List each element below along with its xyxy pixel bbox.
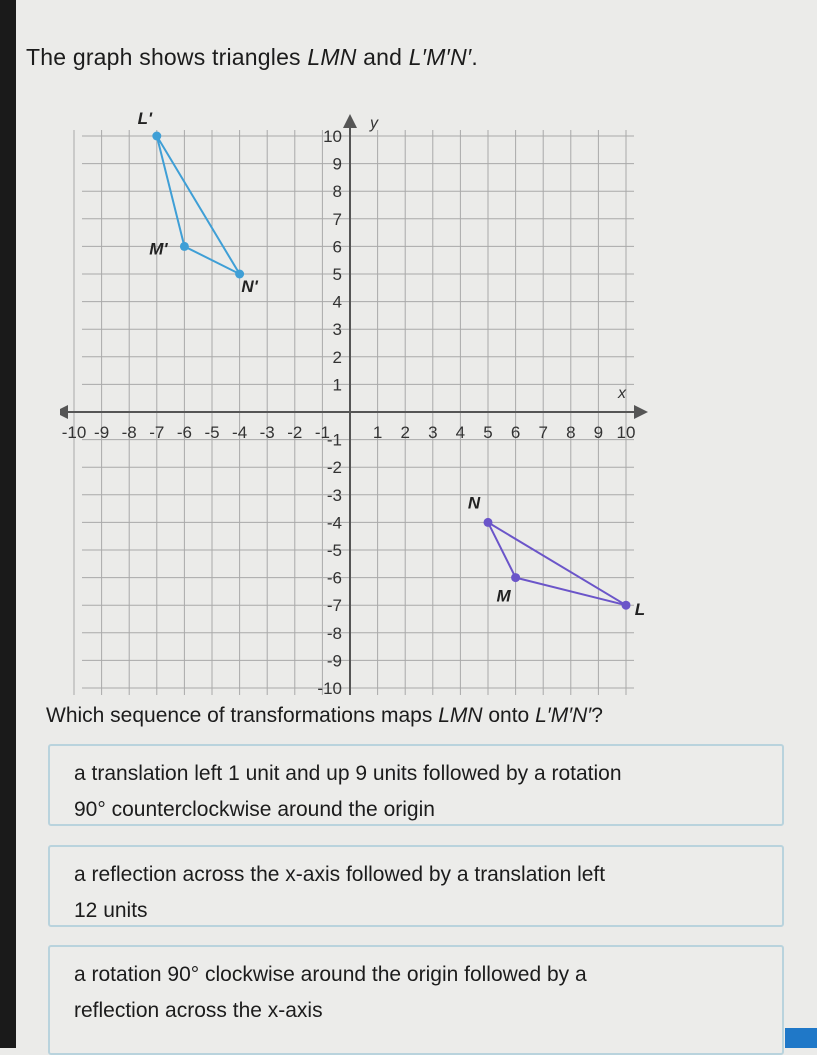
y-tick-label: -5 [326,541,342,560]
x-tick-label: -7 [149,423,165,442]
y-tick-label: -6 [326,568,342,588]
vertex-point [622,601,631,610]
y-tick-label: -8 [326,623,342,643]
y-tick-label: -2 [326,458,342,478]
x-tick-label: -4 [232,423,248,442]
y-tick-label: 10 [323,127,342,146]
answer-option-3[interactable] [48,945,784,1055]
option-line: 90° counterclockwise around the origin [74,798,435,821]
x-tick-label: -5 [204,423,220,442]
y-tick-label: 7 [332,209,342,229]
x-tick-label: -6 [176,423,192,442]
x-tick-label: 7 [538,423,548,442]
x-tick-label: -3 [259,423,275,442]
y-tick-label: -9 [326,651,342,671]
x-axis-arrow-left [60,405,68,419]
x-axis-label: x [618,385,626,402]
x-tick-label: -2 [287,423,303,442]
prompt-text: Which sequence of transformations maps LMN onto L′M′N′? [46,704,603,727]
y-tick-label: 2 [332,347,342,367]
screen-bezel [0,0,16,1048]
x-tick-label: -8 [121,423,137,442]
vertex-label: M' [149,239,168,259]
vertex-point [180,242,189,251]
option-line: a rotation 90° clockwise around the origin followed by a [74,963,587,986]
y-tick-label: 9 [332,154,342,174]
x-tick-label: -10 [61,423,87,442]
answer-option-2[interactable] [48,845,784,927]
coordinate-graph [60,90,680,695]
option-line: a reflection across the x-axis followed by a translation left [74,863,606,886]
x-axis-arrow-right [634,405,648,419]
question-text: The graph shows triangles LMN and L′M′N′. [26,44,478,70]
y-tick-label: 1 [332,375,342,395]
x-tick-label: 4 [455,423,466,442]
vertex-point [152,132,161,141]
y-tick-label: 4 [332,292,342,312]
answer-option-1[interactable] [48,744,784,826]
vertex-label: N [467,493,481,513]
vertex-point [511,573,520,582]
x-tick-label: 9 [593,423,604,442]
option-line: 12 units [74,899,148,922]
y-axis-label: y [370,115,378,132]
y-tick-label: 8 [332,182,342,202]
x-tick-label: 2 [400,423,410,442]
vertex-label: N' [241,277,258,296]
vertex-label: M [496,586,511,606]
x-tick-label: 5 [483,423,493,442]
x-tick-label: 8 [566,423,576,442]
y-tick-label: -3 [326,485,342,505]
x-tick-label: -1 [314,423,330,442]
x-tick-label: -9 [94,423,110,442]
x-tick-label: 1 [372,423,383,442]
y-tick-label: -4 [326,513,342,533]
option-line: reflection across the x-axis [74,999,323,1022]
scroll-tab[interactable] [785,1028,817,1048]
y-tick-label: 3 [332,320,342,340]
vertex-label: L' [137,109,153,128]
y-tick-label: -10 [317,679,342,695]
x-tick-label: 10 [616,423,636,442]
y-axis-arrow-up [343,114,357,128]
x-tick-label: 6 [510,423,521,442]
vertex-point [484,518,493,527]
y-tick-label: 5 [332,265,342,284]
triangle-lprimemprimenprime [157,136,240,274]
y-tick-label: -7 [326,596,342,616]
y-tick-label: -1 [326,430,342,450]
option-line: a translation left 1 unit and up 9 units followed by a rotation [74,762,622,785]
vertex-label: L [634,600,646,620]
x-tick-label: 3 [428,423,438,442]
y-tick-label: 6 [332,237,342,257]
